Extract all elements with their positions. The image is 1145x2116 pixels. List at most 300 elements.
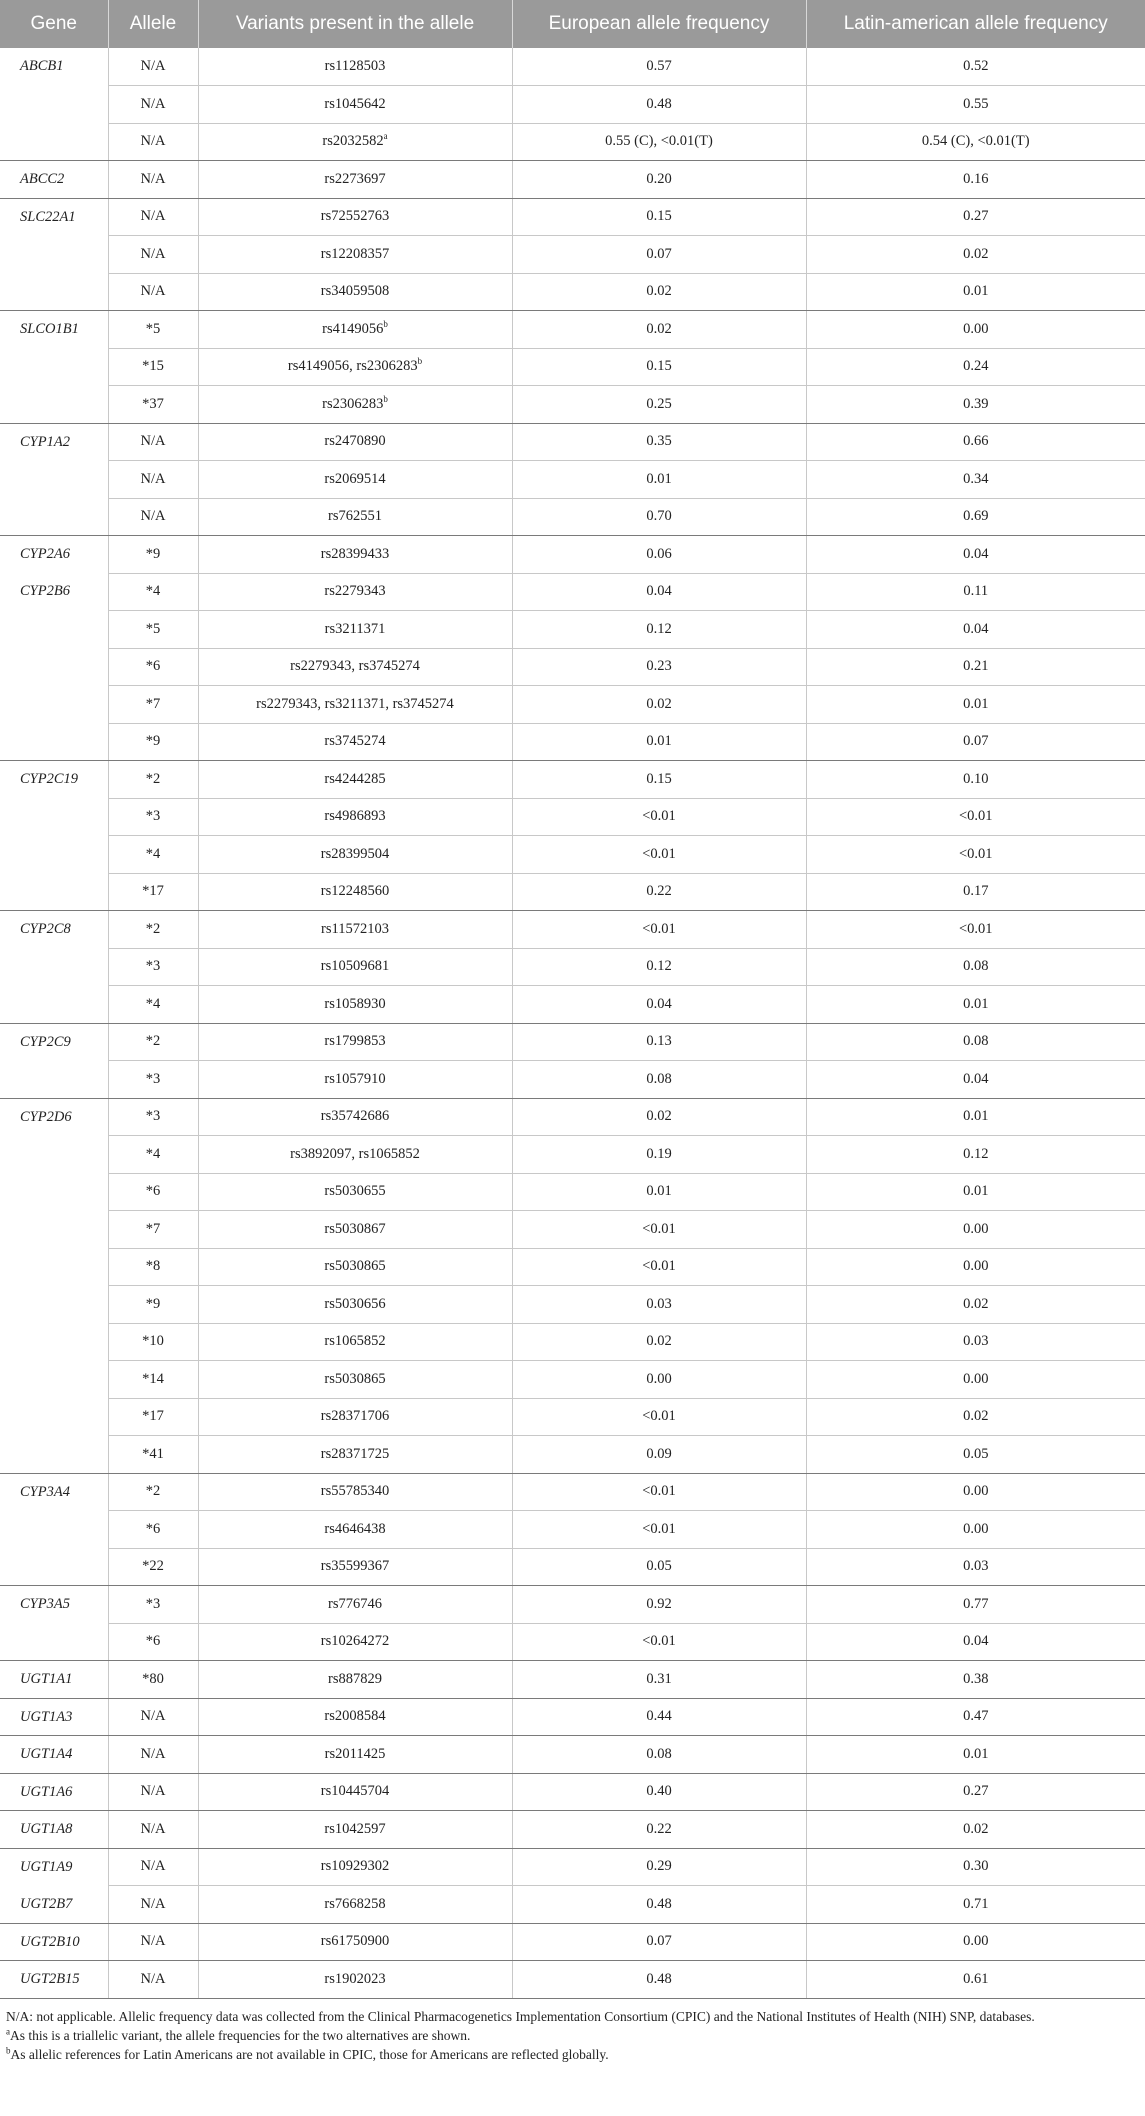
european-frequency-cell: <0.01 (512, 798, 806, 836)
variant-text: rs4646438 (324, 1520, 386, 1537)
table-row (0, 1736, 1145, 1774)
allele-cell: N/A (108, 48, 198, 86)
table-row (0, 423, 1145, 461)
table-row (0, 311, 1145, 349)
allele-cell: *17 (108, 873, 198, 911)
variant-text: rs776746 (328, 1595, 382, 1612)
variant-text: rs3892097, rs1065852 (290, 1145, 420, 1162)
allele-cell: N/A (108, 273, 198, 311)
variant-text: rs35742686 (320, 1108, 390, 1125)
variant-text: rs2306283 (322, 395, 384, 412)
table-row (0, 1248, 1145, 1286)
european-frequency-cell: 0.07 (512, 236, 806, 274)
variant-cell (198, 1848, 512, 1886)
allele-cell: *6 (108, 1623, 198, 1661)
latin-american-frequency-cell: 0.47 (806, 1698, 1145, 1736)
latin-american-frequency-cell: 0.01 (806, 686, 1145, 724)
variant-text: rs11572103 (321, 920, 389, 937)
variant-cell (198, 198, 512, 236)
variant-text: rs5030865 (324, 1370, 386, 1387)
footnote-marker: b (383, 318, 388, 329)
variant-cell (198, 761, 512, 799)
european-frequency-cell: <0.01 (512, 1623, 806, 1661)
header-allele: Allele (108, 0, 198, 48)
variant-text: rs2273697 (324, 170, 386, 187)
variant-cell (198, 986, 512, 1024)
european-frequency-cell: 0.20 (512, 161, 806, 199)
variant-cell (198, 348, 512, 386)
table-row (0, 1173, 1145, 1211)
allele-cell: N/A (108, 198, 198, 236)
table-row (0, 48, 1145, 86)
variant-cell (198, 1661, 512, 1699)
allele-cell: *5 (108, 611, 198, 649)
variant-cell (198, 1886, 512, 1924)
variant-text: rs10445704 (320, 1783, 390, 1800)
variant-cell (198, 1211, 512, 1249)
variant-cell (198, 1173, 512, 1211)
allele-cell: *2 (108, 1473, 198, 1511)
latin-american-frequency-cell: 0.71 (806, 1886, 1145, 1924)
allele-cell: *6 (108, 1511, 198, 1549)
allele-cell: N/A (108, 1961, 198, 1999)
latin-american-frequency-cell: 0.02 (806, 1811, 1145, 1849)
allele-cell: *6 (108, 648, 198, 686)
table-row (0, 1098, 1145, 1136)
gene-cell: CYP2C8 (0, 911, 108, 1024)
table-row (0, 723, 1145, 761)
variant-cell (198, 1548, 512, 1586)
table-row (0, 386, 1145, 424)
european-frequency-cell: 0.04 (512, 986, 806, 1024)
footnotes (0, 1999, 1145, 2064)
european-frequency-cell: 0.01 (512, 723, 806, 761)
variant-text: rs4986893 (324, 808, 386, 825)
variant-text: rs762551 (328, 508, 382, 525)
allele-cell: N/A (108, 498, 198, 536)
allele-cell: *7 (108, 686, 198, 724)
allele-cell: *41 (108, 1436, 198, 1474)
latin-american-frequency-cell: 0.11 (806, 573, 1145, 611)
footnote-a-text: As this is a triallelic variant, the allele frequencies for the two alternatives are shown. (10, 2027, 471, 2043)
table-row (0, 1773, 1145, 1811)
latin-american-frequency-cell: 0.16 (806, 161, 1145, 199)
latin-american-frequency-cell: 0.30 (806, 1848, 1145, 1886)
variant-cell (198, 48, 512, 86)
latin-american-frequency-cell: 0.38 (806, 1661, 1145, 1699)
allele-cell: N/A (108, 123, 198, 161)
variant-cell (198, 236, 512, 274)
allele-cell: *9 (108, 723, 198, 761)
allele-cell: *2 (108, 761, 198, 799)
gene-cell: UGT2B10 (0, 1923, 108, 1961)
latin-american-frequency-cell: 0.05 (806, 1436, 1145, 1474)
table-row (0, 1811, 1145, 1849)
variant-text: rs887829 (328, 1670, 382, 1687)
european-frequency-cell: 0.22 (512, 1811, 806, 1849)
variant-cell (198, 573, 512, 611)
allele-cell: *15 (108, 348, 198, 386)
variant-text: rs72552763 (320, 208, 390, 225)
variant-cell (198, 1436, 512, 1474)
gene-cell: UGT1A1 (0, 1661, 108, 1699)
variant-cell (198, 1286, 512, 1324)
european-frequency-cell: 0.01 (512, 461, 806, 499)
variant-cell (198, 948, 512, 986)
footnote-b (6, 2045, 1139, 2064)
gene-cell: CYP3A5 (0, 1586, 108, 1661)
latin-american-frequency-cell: 0.10 (806, 761, 1145, 799)
footnote-marker: b (383, 393, 388, 404)
latin-american-frequency-cell: 0.03 (806, 1323, 1145, 1361)
european-frequency-cell: 0.44 (512, 1698, 806, 1736)
latin-american-frequency-cell: 0.02 (806, 1398, 1145, 1436)
latin-american-frequency-cell: 0.21 (806, 648, 1145, 686)
latin-american-frequency-cell: 0.01 (806, 986, 1145, 1024)
european-frequency-cell: 0.48 (512, 86, 806, 124)
variant-text: rs28399433 (320, 545, 390, 562)
variant-cell (198, 1473, 512, 1511)
european-frequency-cell: 0.48 (512, 1886, 806, 1924)
latin-american-frequency-cell: <0.01 (806, 911, 1145, 949)
allele-cell: *6 (108, 1173, 198, 1211)
variant-cell (198, 1736, 512, 1774)
variant-cell (198, 836, 512, 874)
gene-cell: UGT1A3 (0, 1698, 108, 1736)
header-gene: Gene (0, 0, 108, 48)
variant-cell (198, 723, 512, 761)
gene-cell: CYP2C9 (0, 1023, 108, 1098)
table-row (0, 1661, 1145, 1699)
table-row (0, 648, 1145, 686)
variant-cell (198, 1511, 512, 1549)
latin-american-frequency-cell: 0.08 (806, 1023, 1145, 1061)
variant-text: rs5030655 (324, 1183, 386, 1200)
european-frequency-cell: 0.02 (512, 686, 806, 724)
footnote-b-text: As allelic references for Latin Americans are not available in CPIC, those for Americans are reflected globally. (10, 2046, 609, 2062)
european-frequency-cell: 0.12 (512, 611, 806, 649)
latin-american-frequency-cell: 0.00 (806, 1923, 1145, 1961)
gene-cell: CYP2D6 (0, 1098, 108, 1473)
european-frequency-cell: <0.01 (512, 836, 806, 874)
variant-cell (198, 1623, 512, 1661)
european-frequency-cell: <0.01 (512, 1511, 806, 1549)
european-frequency-cell: <0.01 (512, 911, 806, 949)
table-row (0, 1398, 1145, 1436)
latin-american-frequency-cell: 0.00 (806, 1511, 1145, 1549)
variant-text: rs1058930 (324, 995, 386, 1012)
latin-american-frequency-cell: 0.66 (806, 423, 1145, 461)
variant-text: rs28371706 (320, 1408, 390, 1425)
allele-cell: *3 (108, 798, 198, 836)
header-latin-american-frequency: Latin-american allele frequency (806, 0, 1145, 48)
table-row (0, 1061, 1145, 1099)
variant-cell (198, 1961, 512, 1999)
latin-american-frequency-cell: 0.54 (C), <0.01(T) (806, 123, 1145, 161)
variant-text: rs1042597 (324, 1820, 386, 1837)
latin-american-frequency-cell: 0.00 (806, 1361, 1145, 1399)
european-frequency-cell: 0.03 (512, 1286, 806, 1324)
variant-text: rs34059508 (320, 283, 390, 300)
table-row (0, 761, 1145, 799)
variant-cell (198, 273, 512, 311)
variant-cell (198, 611, 512, 649)
variant-text: rs28399504 (320, 845, 390, 862)
gene-cell: CYP2C19 (0, 761, 108, 911)
european-frequency-cell: 0.07 (512, 1923, 806, 1961)
variant-text: rs1045642 (324, 95, 386, 112)
european-frequency-cell: 0.05 (512, 1548, 806, 1586)
variant-text: rs28371725 (320, 1445, 390, 1462)
latin-american-frequency-cell: <0.01 (806, 798, 1145, 836)
allele-cell: *14 (108, 1361, 198, 1399)
variant-text: rs1065852 (324, 1333, 386, 1350)
allele-cell: N/A (108, 1773, 198, 1811)
latin-american-frequency-cell: 0.03 (806, 1548, 1145, 1586)
latin-american-frequency-cell: 0.24 (806, 348, 1145, 386)
table-row (0, 1286, 1145, 1324)
latin-american-frequency-cell: 0.01 (806, 273, 1145, 311)
gene-cell: CYP2A6 (0, 536, 108, 574)
table-row (0, 986, 1145, 1024)
latin-american-frequency-cell: 0.04 (806, 1623, 1145, 1661)
latin-american-frequency-cell: 0.02 (806, 236, 1145, 274)
latin-american-frequency-cell: 0.04 (806, 1061, 1145, 1099)
table-row (0, 686, 1145, 724)
european-frequency-cell: 0.08 (512, 1061, 806, 1099)
allele-cell: *9 (108, 1286, 198, 1324)
variant-text: rs4149056, rs2306283 (287, 358, 418, 375)
variant-cell (198, 1773, 512, 1811)
gene-cell: CYP3A4 (0, 1473, 108, 1586)
latin-american-frequency-cell: 0.04 (806, 536, 1145, 574)
latin-american-frequency-cell: 0.17 (806, 873, 1145, 911)
variant-cell (198, 1923, 512, 1961)
latin-american-frequency-cell: 0.04 (806, 611, 1145, 649)
table-row (0, 1511, 1145, 1549)
variant-cell (198, 461, 512, 499)
allele-cell: *3 (108, 1098, 198, 1136)
table-row (0, 1886, 1145, 1924)
table-row (0, 198, 1145, 236)
allele-cell: *17 (108, 1398, 198, 1436)
european-frequency-cell: 0.55 (C), <0.01(T) (512, 123, 806, 161)
variant-cell (198, 1811, 512, 1849)
allele-cell: N/A (108, 86, 198, 124)
european-frequency-cell: 0.22 (512, 873, 806, 911)
allele-cell: *10 (108, 1323, 198, 1361)
european-frequency-cell: 0.01 (512, 1173, 806, 1211)
variant-text: rs10929302 (320, 1858, 390, 1875)
allele-cell: N/A (108, 1848, 198, 1886)
european-frequency-cell: 0.09 (512, 1436, 806, 1474)
latin-american-frequency-cell: 0.02 (806, 1286, 1145, 1324)
latin-american-frequency-cell: 0.52 (806, 48, 1145, 86)
table-row (0, 1548, 1145, 1586)
european-frequency-cell: 0.15 (512, 761, 806, 799)
european-frequency-cell: 0.23 (512, 648, 806, 686)
allele-cell: N/A (108, 1886, 198, 1924)
latin-american-frequency-cell: 0.61 (806, 1961, 1145, 1999)
latin-american-frequency-cell: 0.08 (806, 948, 1145, 986)
european-frequency-cell: 0.04 (512, 573, 806, 611)
variant-text: rs1799853 (324, 1033, 386, 1050)
european-frequency-cell: 0.40 (512, 1773, 806, 1811)
allele-cell: *9 (108, 536, 198, 574)
allele-cell: N/A (108, 1736, 198, 1774)
variant-text: rs10264272 (320, 1633, 390, 1650)
variant-text: rs2069514 (324, 470, 386, 487)
european-frequency-cell: 0.00 (512, 1361, 806, 1399)
european-frequency-cell: 0.02 (512, 1323, 806, 1361)
variant-text: rs2470890 (324, 433, 386, 450)
table-header (0, 0, 1145, 48)
variant-text: rs1902023 (324, 1970, 386, 1987)
latin-american-frequency-cell: 0.39 (806, 386, 1145, 424)
variant-cell (198, 911, 512, 949)
latin-american-frequency-cell: <0.01 (806, 836, 1145, 874)
variant-cell (198, 1586, 512, 1624)
european-frequency-cell: 0.92 (512, 1586, 806, 1624)
european-frequency-cell: 0.02 (512, 1098, 806, 1136)
latin-american-frequency-cell: 0.27 (806, 1773, 1145, 1811)
allele-cell: *3 (108, 1061, 198, 1099)
european-frequency-cell: 0.25 (512, 386, 806, 424)
variant-cell (198, 1361, 512, 1399)
gene-cell: UGT2B7 (0, 1886, 108, 1924)
allele-cell: N/A (108, 1811, 198, 1849)
european-frequency-cell: 0.57 (512, 48, 806, 86)
latin-american-frequency-cell: 0.00 (806, 1473, 1145, 1511)
variant-cell (198, 1698, 512, 1736)
variant-text: rs2032582 (322, 133, 384, 150)
allele-cell: *4 (108, 836, 198, 874)
gene-cell: SLC22A1 (0, 198, 108, 311)
table-row (0, 1923, 1145, 1961)
footnote-b-mark: b (6, 2045, 11, 2055)
european-frequency-cell: 0.29 (512, 1848, 806, 1886)
footnote-na: N/A: not applicable. Allelic frequency data was collected from the Clinical Pharmacogenetics Implementation Consortium (CPIC) and the National Institutes of Health (NIH) SNP, databases. (6, 2008, 1035, 2024)
gene-cell: UGT1A8 (0, 1811, 108, 1849)
allele-cell: *2 (108, 1023, 198, 1061)
latin-american-frequency-cell: 0.69 (806, 498, 1145, 536)
latin-american-frequency-cell: 0.01 (806, 1173, 1145, 1211)
variant-cell (198, 1136, 512, 1174)
variant-text: rs2011425 (324, 1745, 386, 1762)
european-frequency-cell: 0.12 (512, 948, 806, 986)
european-frequency-cell: 0.02 (512, 273, 806, 311)
table-row (0, 1436, 1145, 1474)
footnote-marker: b (417, 356, 423, 367)
variant-text: rs1057910 (324, 1070, 386, 1087)
allele-cell: *22 (108, 1548, 198, 1586)
variant-cell (198, 123, 512, 161)
european-frequency-cell: 0.35 (512, 423, 806, 461)
table-row (0, 573, 1145, 611)
latin-american-frequency-cell: 0.01 (806, 1736, 1145, 1774)
variant-cell (198, 161, 512, 199)
european-frequency-cell: 0.48 (512, 1961, 806, 1999)
variant-text: rs12248560 (320, 883, 390, 900)
latin-american-frequency-cell: 0.77 (806, 1586, 1145, 1624)
european-frequency-cell: 0.31 (512, 1661, 806, 1699)
footnote-marker: a (383, 131, 388, 142)
latin-american-frequency-cell: 0.00 (806, 1248, 1145, 1286)
gene-cell: CYP2B6 (0, 573, 108, 761)
variant-text: rs5030656 (324, 1295, 386, 1312)
variant-cell (198, 798, 512, 836)
gene-cell: SLCO1B1 (0, 311, 108, 424)
allele-cell: N/A (108, 1923, 198, 1961)
european-frequency-cell: <0.01 (512, 1473, 806, 1511)
european-frequency-cell: 0.19 (512, 1136, 806, 1174)
variant-cell (198, 1398, 512, 1436)
gene-cell: ABCB1 (0, 48, 108, 161)
allele-cell: *5 (108, 311, 198, 349)
table-row (0, 1211, 1145, 1249)
variant-text: rs61750900 (320, 1933, 390, 1950)
table-row (0, 611, 1145, 649)
variant-cell (198, 648, 512, 686)
table-row (0, 236, 1145, 274)
allele-cell: *2 (108, 911, 198, 949)
variant-text: rs35599367 (320, 1558, 390, 1575)
variant-cell (198, 386, 512, 424)
table-row (0, 1023, 1145, 1061)
allele-cell: *7 (108, 1211, 198, 1249)
variant-text: rs3211371 (324, 620, 386, 637)
allele-cell: *80 (108, 1661, 198, 1699)
table-row (0, 123, 1145, 161)
variant-text: rs5030865 (324, 1258, 386, 1275)
variant-text: rs2279343, rs3211371, rs3745274 (256, 695, 454, 712)
variant-cell (198, 536, 512, 574)
allele-cell: *37 (108, 386, 198, 424)
footnote-a (6, 2026, 1139, 2045)
variant-cell (198, 1323, 512, 1361)
variant-cell (198, 873, 512, 911)
allele-cell: *8 (108, 1248, 198, 1286)
variant-text: rs4149056 (322, 320, 384, 337)
variant-cell (198, 498, 512, 536)
latin-american-frequency-cell: 0.27 (806, 198, 1145, 236)
variant-text: rs12208357 (320, 245, 390, 262)
european-frequency-cell: 0.13 (512, 1023, 806, 1061)
table-row (0, 1623, 1145, 1661)
latin-american-frequency-cell: 0.55 (806, 86, 1145, 124)
table-row (0, 536, 1145, 574)
variant-text: rs55785340 (320, 1483, 390, 1500)
allele-cell: *3 (108, 948, 198, 986)
european-frequency-cell: 0.08 (512, 1736, 806, 1774)
variant-text: rs5030867 (324, 1220, 386, 1237)
gene-cell: UGT1A4 (0, 1736, 108, 1774)
variant-cell (198, 1248, 512, 1286)
table-row (0, 1361, 1145, 1399)
variant-text: rs2279343 (324, 583, 386, 600)
table-row (0, 798, 1145, 836)
allele-cell: N/A (108, 461, 198, 499)
allele-cell: N/A (108, 161, 198, 199)
table-row (0, 1961, 1145, 1999)
latin-american-frequency-cell: 0.07 (806, 723, 1145, 761)
latin-american-frequency-cell: 0.00 (806, 311, 1145, 349)
table-row (0, 161, 1145, 199)
table-row (0, 1323, 1145, 1361)
variant-text: rs3745274 (324, 733, 386, 750)
variant-text: rs2279343, rs3745274 (290, 658, 420, 675)
table-row (0, 498, 1145, 536)
